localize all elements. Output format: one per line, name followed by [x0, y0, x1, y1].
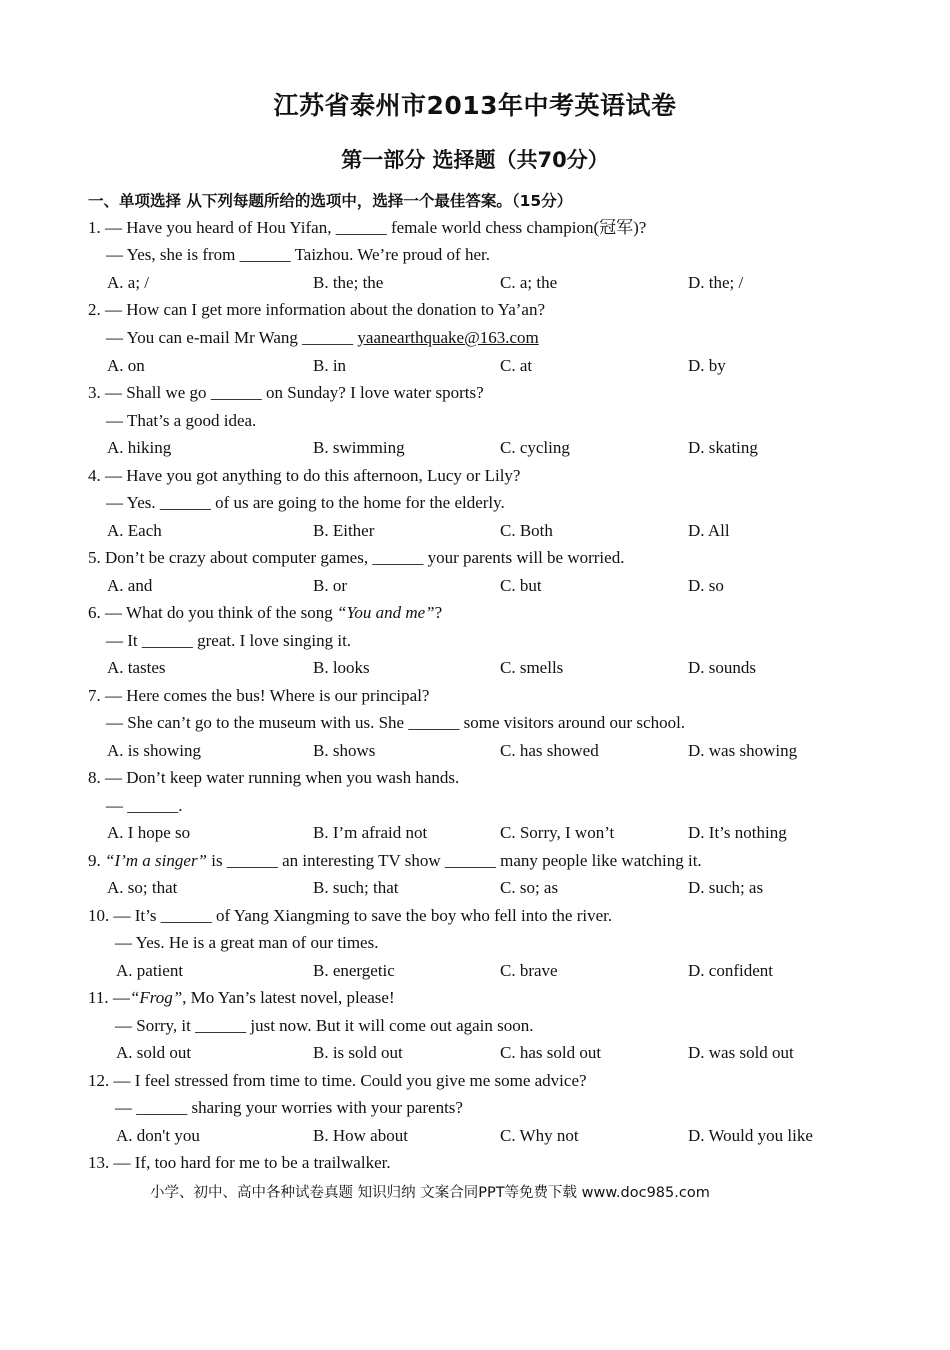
option-c[interactable]: C. smells: [500, 658, 564, 677]
question-text: 9.: [88, 851, 105, 870]
option-a[interactable]: A. don't you: [116, 1126, 200, 1145]
option-b[interactable]: B. in: [313, 356, 347, 375]
question-line: 5. Don’t be crazy about computer games, ______ your parents will be worried.: [88, 548, 625, 567]
email-link[interactable]: yaanearthquake@163.com: [357, 328, 539, 347]
question-text: — You can e-mail Mr Wang ______: [106, 328, 358, 347]
question-line: — Sorry, it ______ just now. But it will come out again soon.: [115, 1016, 534, 1035]
question-line: 12. — I feel stressed from time to time. Could you give me some advice?: [88, 1071, 587, 1090]
option-c[interactable]: C. so; as: [500, 878, 559, 897]
option-d[interactable]: D. the; /: [688, 273, 744, 292]
option-d[interactable]: D. was sold out: [688, 1043, 794, 1062]
question-line: — That’s a good idea.: [106, 411, 257, 430]
option-a[interactable]: A. sold out: [116, 1043, 192, 1062]
question-line: [88, 986, 395, 1010]
option-a[interactable]: A. a; /: [107, 273, 150, 292]
option-c[interactable]: C. has sold out: [500, 1043, 602, 1062]
option-d[interactable]: D. by: [688, 356, 726, 375]
option-b[interactable]: B. shows: [313, 741, 376, 760]
question-line: 13. — If, too hard for me to be a trailwalker.: [88, 1153, 391, 1172]
song-title: “You and me”: [337, 603, 435, 622]
option-a[interactable]: A. is showing: [107, 741, 201, 760]
question-line: 8. — Don’t keep water running when you wash hands.: [88, 768, 460, 787]
option-c[interactable]: C. has showed: [500, 741, 599, 760]
page-title: 江苏省泰州市2013年中考英语试卷: [273, 91, 677, 120]
option-c[interactable]: C. cycling: [500, 438, 570, 457]
option-d[interactable]: D. sounds: [688, 658, 757, 677]
part-subtitle: 第一部分 选择题（共70分）: [341, 148, 609, 172]
option-b[interactable]: B. How about: [313, 1126, 408, 1145]
option-a[interactable]: A. I hope so: [107, 823, 191, 842]
option-b[interactable]: B. such; that: [313, 878, 399, 897]
option-b[interactable]: B. is sold out: [313, 1043, 403, 1062]
question-line: — She can’t go to the museum with us. She ______ some visitors around our school.: [106, 713, 686, 732]
option-d[interactable]: D. such; as: [688, 878, 764, 897]
question-line: 7. — Here comes the bus! Where is our principal?: [88, 686, 430, 705]
option-a[interactable]: A. patient: [116, 961, 184, 980]
question-line: — ______ sharing your worries with your parents?: [115, 1098, 463, 1117]
option-d[interactable]: D. skating: [688, 438, 758, 457]
question-line: — ______.: [106, 796, 183, 815]
option-a[interactable]: A. on: [107, 356, 145, 375]
option-d[interactable]: D. All: [688, 521, 730, 540]
question-line: — Yes. ______ of us are going to the home for the elderly.: [106, 493, 505, 512]
question-line: 2. — How can I get more information about the donation to Ya’an?: [88, 300, 546, 319]
question-line: — It ______ great. I love singing it.: [106, 631, 352, 650]
option-c[interactable]: C. Both: [500, 521, 553, 540]
option-a[interactable]: A. hiking: [107, 438, 172, 457]
option-d[interactable]: D. so: [688, 576, 724, 595]
question-text: 11. —: [88, 988, 130, 1007]
option-b[interactable]: B. the; the: [313, 273, 384, 292]
novel-title: “Frog”: [129, 988, 183, 1007]
option-c[interactable]: C. a; the: [500, 273, 558, 292]
option-c[interactable]: C. Sorry, I won’t: [500, 823, 615, 842]
option-b[interactable]: B. Either: [313, 521, 375, 540]
option-c[interactable]: C. but: [500, 576, 542, 595]
option-c[interactable]: C. at: [500, 356, 533, 375]
option-d[interactable]: D. was showing: [688, 741, 798, 760]
option-b[interactable]: B. or: [313, 576, 347, 595]
option-b[interactable]: B. swimming: [313, 438, 405, 457]
option-d[interactable]: D. Would you like: [688, 1126, 813, 1145]
option-a[interactable]: A. and: [107, 576, 153, 595]
question-text: , Mo Yan’s latest novel, please!: [182, 988, 395, 1007]
option-d[interactable]: D. confident: [688, 961, 773, 980]
question-line: — Yes, she is from ______ Taizhou. We’re proud of her.: [106, 245, 490, 264]
question-text: is ______ an interesting TV show ______ many people like watching it.: [207, 851, 702, 870]
question-line: — Yes. He is a great man of our times.: [115, 933, 379, 952]
question-text: 6. — What do you think of the song: [88, 603, 337, 622]
option-a[interactable]: A. so; that: [107, 878, 178, 897]
question-line: 1. — Have you heard of Hou Yifan, ______ female world chess champion(冠军)?: [88, 218, 647, 237]
question-line: 4. — Have you got anything to do this afternoon, Lucy or Lily?: [88, 466, 521, 485]
option-a[interactable]: A. Each: [107, 521, 162, 540]
question-line: [106, 326, 539, 350]
question-text: ?: [434, 603, 443, 622]
option-a[interactable]: A. tastes: [107, 658, 166, 677]
section-heading: 一、单项选择 从下列每题所给的选项中，选择一个最佳答案。（15分）: [88, 192, 573, 210]
option-b[interactable]: B. energetic: [313, 961, 395, 980]
option-b[interactable]: B. I’m afraid not: [313, 823, 428, 842]
question-line: 10. — It’s ______ of Yang Xiangming to save the boy who fell into the river.: [88, 906, 613, 925]
show-title: “I’m a singer”: [105, 851, 208, 870]
option-b[interactable]: B. looks: [313, 658, 370, 677]
question-line: 3. — Shall we go ______ on Sunday? I love water sports?: [88, 383, 484, 402]
option-c[interactable]: C. brave: [500, 961, 558, 980]
option-c[interactable]: C. Why not: [500, 1126, 579, 1145]
page-footer: 小学、初中、高中各种试卷真题 知识归纳 文案合同PPT等免费下载 www.doc985.com: [150, 1185, 710, 1201]
question-line: [88, 601, 442, 625]
option-d[interactable]: D. It’s nothing: [688, 823, 787, 842]
question-line: [88, 849, 702, 873]
